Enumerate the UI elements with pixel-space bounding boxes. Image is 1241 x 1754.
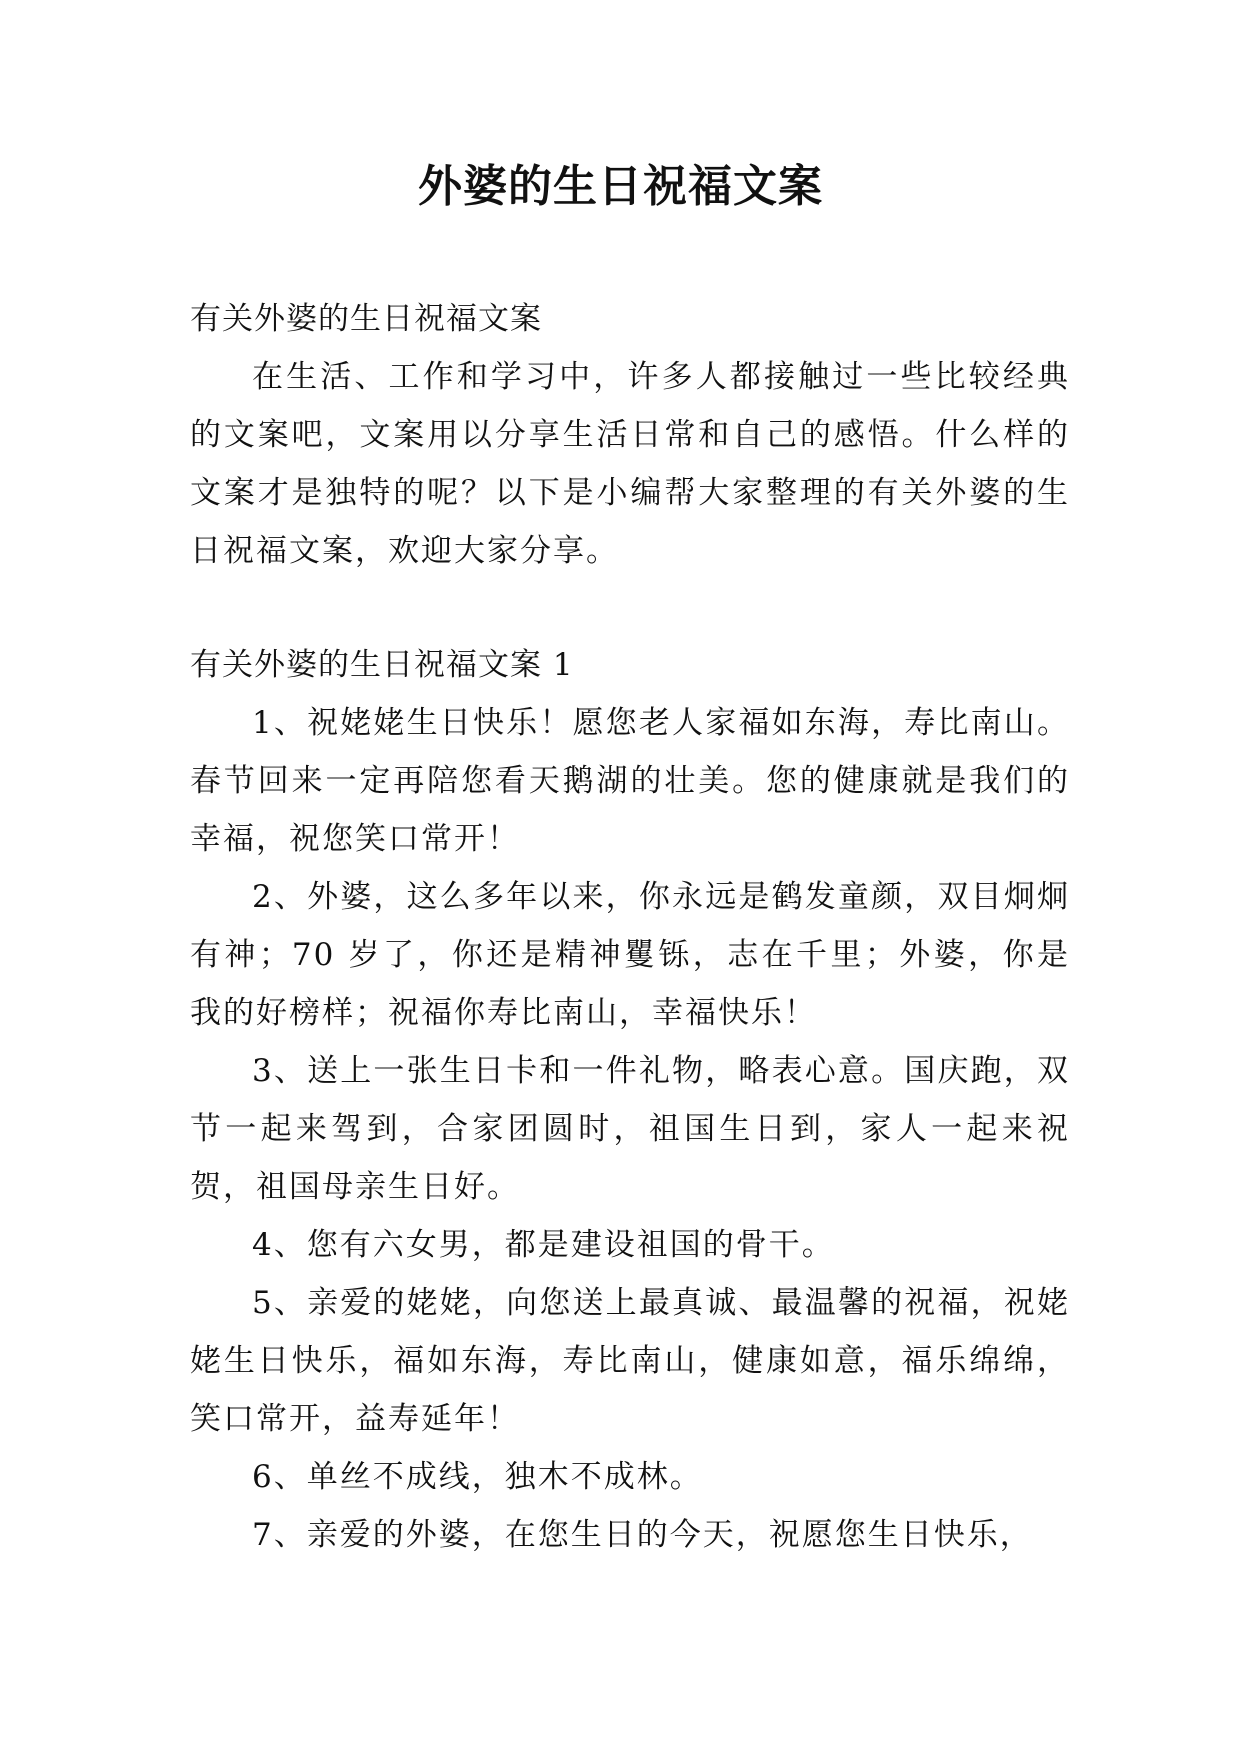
document-body [190,290,1070,1564]
list-item: 3、送上一张生日卡和一件礼物，略表心意。国庆跑，双节一起来驾到，合家团圆时，祖国生日到，家人一起来祝贺，祖国母亲生日好。 [190,1053,1070,1205]
section-spacer [190,580,1070,636]
document-title: 外婆的生日祝福文案 [418,161,823,212]
list-item: 4、您有六女男，都是建设祖国的骨干。 [252,1227,835,1263]
section-heading: 有关外婆的生日祝福文案 1 [190,647,574,683]
list-item: 2、外婆，这么多年以来，你永远是鹤发童颜，双目炯炯有神；70 岁了，你还是精神矍铄，志在千里；外婆，你是我的好榜样；祝福你寿比南山，幸福快乐！ [190,879,1070,1031]
subtitle: 有关外婆的生日祝福文案 [190,301,542,337]
list-item: 6、单丝不成线，独木不成林。 [252,1459,703,1495]
list-item: 7、亲爱的外婆，在您生日的今天，祝愿您生日快乐， [252,1517,1033,1553]
list-item: 1、祝姥姥生日快乐！愿您老人家福如东海，寿比南山。春节回来一定再陪您看天鹅湖的壮美。您的健康就是我们的幸福，祝您笑口常开！ [190,705,1070,857]
intro-paragraph: 在生活、工作和学习中，许多人都接触过一些比较经典的文案吧，文案用以分享生活日常和自己的感悟。什么样的文案才是独特的呢？以下是小编帮大家整理的有关外婆的生日祝福文案，欢迎大家分享。 [190,359,1070,569]
list-item: 5、亲爱的姥姥，向您送上最真诚、最温馨的祝福，祝姥姥生日快乐，福如东海，寿比南山，健康如意，福乐绵绵，笑口常开，益寿延年！ [190,1285,1070,1437]
